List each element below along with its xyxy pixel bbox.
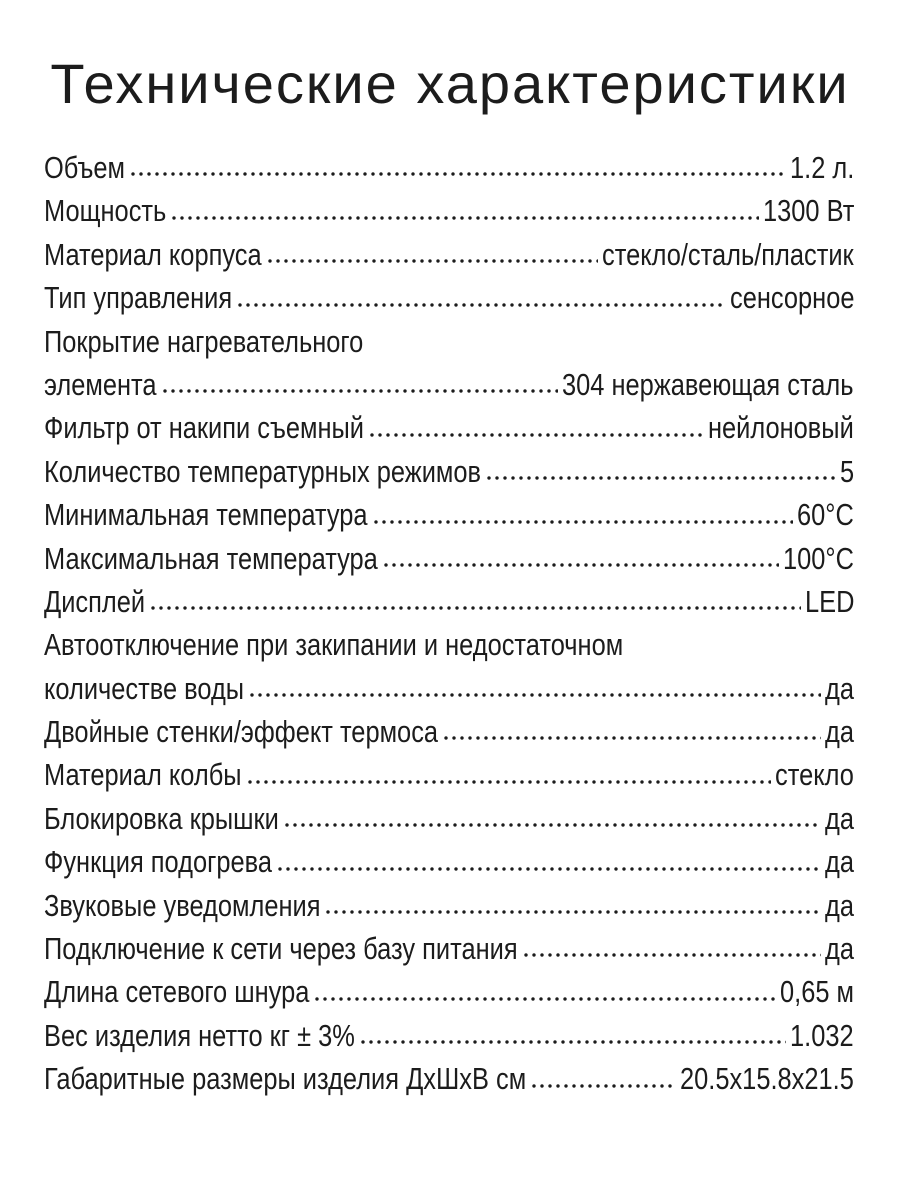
spec-label: Звуковые уведомления bbox=[44, 887, 321, 923]
dot-leader bbox=[359, 1037, 787, 1047]
spec-label: Длина сетевого шнура bbox=[44, 974, 310, 1010]
spec-row-power-base bbox=[44, 927, 854, 970]
spec-row-net-weight bbox=[44, 1014, 854, 1057]
spec-row-max-temp bbox=[44, 537, 854, 580]
spec-row-heating-coating bbox=[44, 363, 854, 406]
spec-row-auto-off bbox=[44, 667, 854, 710]
spec-label: Дисплей bbox=[44, 583, 146, 619]
dot-leader bbox=[129, 169, 786, 179]
spec-value: 1.2 л. bbox=[789, 150, 855, 185]
spec-value: LED bbox=[804, 583, 855, 619]
spec-row-control-type bbox=[44, 276, 854, 319]
spec-value: да bbox=[825, 714, 855, 750]
spec-value: 1.032 bbox=[790, 1017, 855, 1053]
spec-row-power bbox=[44, 189, 854, 232]
spec-label: Материал колбы bbox=[44, 757, 242, 793]
spec-row-min-temp bbox=[44, 493, 854, 536]
dot-leader bbox=[382, 560, 779, 570]
spec-row-heating-coating-line1 bbox=[44, 320, 854, 363]
spec-label: Автоотключение при закипании и недостаточном bbox=[44, 627, 624, 663]
spec-value: 0,65 м bbox=[779, 974, 855, 1010]
spec-row-volume bbox=[44, 146, 854, 189]
spec-value: да bbox=[825, 800, 855, 836]
spec-row-cord-length bbox=[44, 970, 854, 1013]
spec-row-keep-warm bbox=[44, 840, 854, 883]
dot-leader bbox=[248, 690, 821, 700]
spec-row-body-material bbox=[44, 233, 854, 276]
spec-row-display bbox=[44, 580, 854, 623]
spec-label: Функция подогрева bbox=[44, 844, 272, 880]
spec-row-sound-alerts bbox=[44, 884, 854, 927]
spec-label: Подключение к сети через базу питания bbox=[44, 931, 518, 967]
dot-leader bbox=[324, 907, 821, 917]
dot-leader bbox=[372, 517, 794, 527]
spec-label: Объем bbox=[44, 150, 126, 185]
spec-value: да bbox=[825, 670, 855, 706]
spec-list bbox=[44, 146, 854, 1101]
dot-leader bbox=[246, 777, 772, 787]
spec-row-lid-lock bbox=[44, 797, 854, 840]
spec-value: 100°С bbox=[783, 540, 855, 576]
spec-value: да bbox=[825, 844, 855, 880]
dot-leader bbox=[485, 473, 836, 483]
spec-label: Тип управления bbox=[44, 280, 233, 316]
dot-leader bbox=[149, 603, 800, 613]
spec-label: Максимальная температура bbox=[44, 540, 378, 576]
spec-row-temp-modes bbox=[44, 450, 854, 493]
spec-label: Количество температурных режимов bbox=[44, 453, 482, 489]
spec-row-double-walls bbox=[44, 710, 854, 753]
spec-label: Фильтр от накипи съемный bbox=[44, 410, 364, 446]
spec-value: 304 нержавеющая сталь bbox=[562, 366, 855, 402]
dot-leader bbox=[313, 994, 776, 1004]
spec-value: нейлоновый bbox=[708, 410, 855, 446]
spec-value: стекло bbox=[775, 757, 855, 793]
spec-value: да bbox=[825, 887, 855, 923]
dot-leader bbox=[522, 950, 821, 960]
spec-label: Вес изделия нетто кг ± 3% bbox=[44, 1017, 355, 1053]
dot-leader bbox=[283, 820, 821, 830]
spec-label: Блокировка крышки bbox=[44, 800, 279, 836]
spec-label: Материал корпуса bbox=[44, 236, 262, 272]
spec-label: Покрытие нагревательного bbox=[44, 323, 364, 359]
dot-leader bbox=[170, 213, 758, 223]
spec-value: 1300 Вт bbox=[762, 193, 855, 229]
spec-label: Минимальная температура bbox=[44, 497, 368, 533]
dot-leader bbox=[442, 733, 821, 743]
dot-leader bbox=[236, 300, 725, 310]
spec-label: количестве воды bbox=[44, 670, 245, 706]
spec-label: элемента bbox=[44, 366, 157, 402]
dot-leader bbox=[368, 430, 704, 440]
spec-value: 20.5x15.8x21.5 bbox=[680, 1061, 855, 1097]
spec-row-dimensions bbox=[44, 1057, 854, 1100]
spec-row-flask-material bbox=[44, 753, 854, 796]
spec-label: Двойные стенки/эффект термоса bbox=[44, 714, 439, 750]
spec-value: 5 bbox=[839, 453, 855, 489]
spec-label: Мощность bbox=[44, 193, 167, 229]
page-title: Технические характеристики bbox=[50, 52, 850, 115]
spec-label: Габаритные размеры изделия ДхШхВ см bbox=[44, 1061, 527, 1097]
spec-value: 60°С bbox=[797, 497, 855, 533]
dot-leader bbox=[276, 864, 821, 874]
dot-leader bbox=[161, 386, 559, 396]
spec-value: стекло/сталь/пластик bbox=[602, 236, 855, 272]
dot-leader bbox=[266, 256, 599, 266]
spec-value: да bbox=[825, 931, 855, 967]
dot-leader bbox=[530, 1081, 676, 1091]
spec-row-scale-filter bbox=[44, 406, 854, 449]
spec-row-auto-off-line1 bbox=[44, 623, 854, 666]
spec-value: сенсорное bbox=[729, 280, 855, 316]
